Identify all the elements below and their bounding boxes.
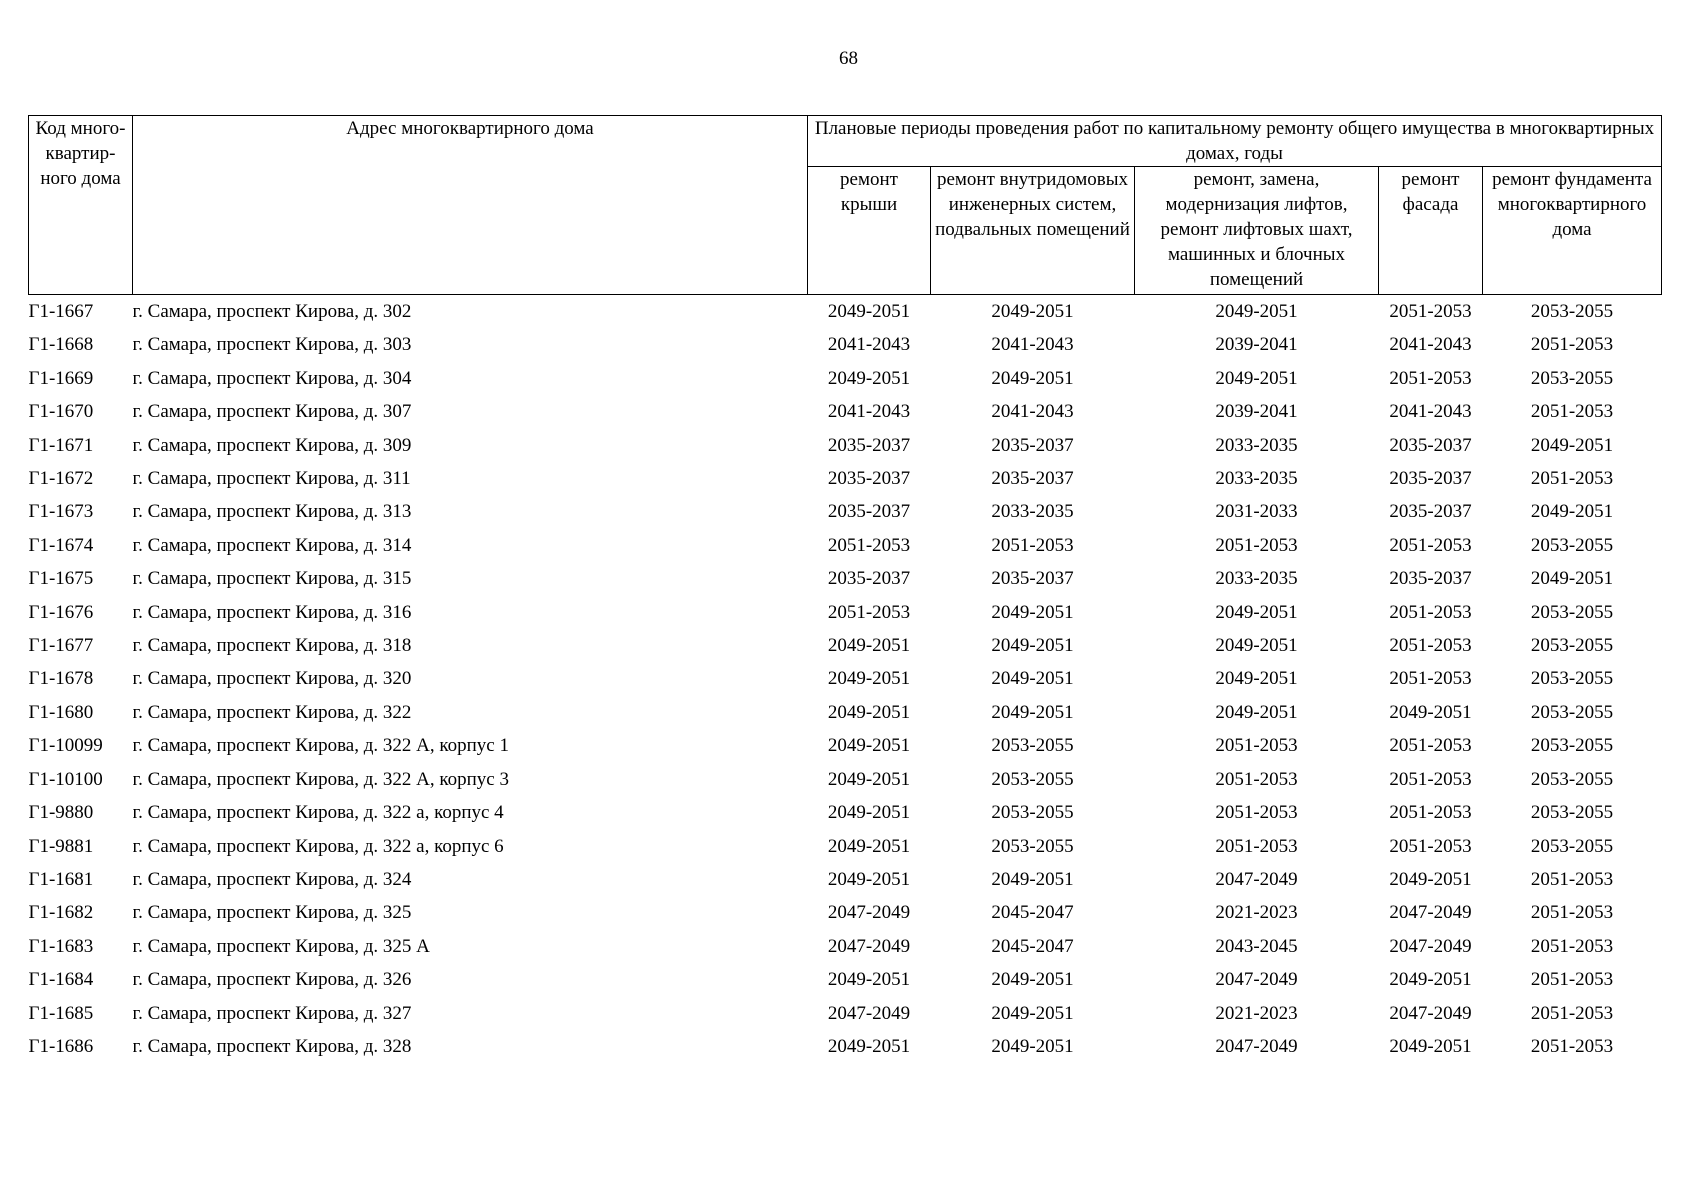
cell-code: Г1-1674 [28,534,94,556]
table-row [29,1030,1662,1063]
cell-elevators: 2047-2049 [1215,1035,1298,1057]
cell-roof: 2049-2051 [827,635,911,657]
cell-facade: 2047-2049 [1389,935,1472,957]
cell-code: Г1-1671 [28,434,94,456]
cell-address: г. Самара, проспект Кирова, д. 304 [132,367,412,389]
cell-foundation: 2053-2055 [1530,802,1614,824]
cell-code: Г1-1680 [28,701,94,723]
cell-foundation: 2053-2055 [1530,768,1614,790]
table-row [29,328,1662,361]
table-row [29,963,1662,996]
cell-elevators: 2047-2049 [1215,868,1298,890]
cell-code: Г1-1686 [28,1035,94,1057]
cell-address: г. Самара, проспект Кирова, д. 328 [132,1035,412,1057]
cell-foundation: 2051-2053 [1530,868,1614,890]
cell-elevators: 2033-2035 [1215,434,1298,456]
cell-address: г. Самара, проспект Кирова, д. 322 А, корпус 1 [132,735,509,757]
cell-roof: 2049-2051 [827,701,911,723]
cell-code: Г1-10100 [28,768,103,790]
cell-address: г. Самара, проспект Кирова, д. 313 [132,501,412,523]
table-row [29,729,1662,762]
cell-facade: 2051-2053 [1389,835,1472,857]
cell-engineering: 2041-2043 [991,401,1074,423]
header-periods-group: Плановые периоды проведения работ по капитальному ремонту общего имущества в многоквартирных домах, годы [808,116,1662,167]
cell-facade: 2051-2053 [1389,301,1472,322]
cell-facade: 2049-2051 [1389,868,1472,890]
cell-facade: 2051-2053 [1389,601,1472,623]
cell-roof: 2041-2043 [827,334,911,356]
cell-address: г. Самара, проспект Кирова, д. 325 [132,902,412,924]
cell-elevators: 2031-2033 [1215,501,1298,523]
cell-roof: 2049-2051 [827,668,911,690]
cell-roof: 2035-2037 [827,501,911,523]
cell-elevators: 2049-2051 [1215,601,1298,623]
cell-facade: 2035-2037 [1389,501,1472,523]
cell-engineering: 2053-2055 [991,735,1074,757]
table-body [29,295,1662,1064]
cell-address: г. Самара, проспект Кирова, д. 326 [132,969,412,991]
cell-facade: 2051-2053 [1389,802,1472,824]
cell-facade: 2047-2049 [1389,1002,1472,1024]
cell-roof: 2049-2051 [827,768,911,790]
cell-elevators: 2051-2053 [1215,768,1298,790]
cell-foundation: 2051-2053 [1530,1002,1614,1024]
cell-engineering: 2049-2051 [991,635,1074,657]
cell-elevators: 2049-2051 [1215,367,1298,389]
cell-foundation: 2051-2053 [1530,1035,1614,1057]
cell-roof: 2047-2049 [827,935,911,957]
cell-facade: 2047-2049 [1389,902,1472,924]
cell-engineering: 2049-2051 [991,1002,1074,1024]
cell-foundation: 2051-2053 [1530,334,1614,356]
table-row [29,930,1662,963]
cell-address: г. Самара, проспект Кирова, д. 314 [132,534,412,556]
cell-address: г. Самара, проспект Кирова, д. 303 [132,334,412,356]
table-row [29,896,1662,929]
cell-facade: 2049-2051 [1389,1035,1472,1057]
cell-roof: 2041-2043 [827,401,911,423]
table-row [29,362,1662,395]
cell-engineering: 2035-2037 [991,434,1074,456]
cell-engineering: 2049-2051 [991,301,1074,322]
header-engineering: ремонт внутридомовых инженерных систем, подвальных помещений [931,167,1135,295]
cell-engineering: 2033-2035 [991,501,1074,523]
cell-address: г. Самара, проспект Кирова, д. 307 [132,401,412,423]
cell-foundation: 2049-2051 [1530,568,1614,590]
repair-schedule-table [28,115,1662,1063]
page-number: 68 [839,48,858,69]
table-row [29,997,1662,1030]
cell-foundation: 2053-2055 [1530,534,1614,556]
cell-elevators: 2049-2051 [1215,701,1298,723]
cell-facade: 2035-2037 [1389,434,1472,456]
cell-address: г. Самара, проспект Кирова, д. 322 А, корпус 3 [132,768,509,790]
cell-code: Г1-9881 [28,835,94,857]
table-row [29,863,1662,896]
cell-engineering: 2049-2051 [991,701,1074,723]
cell-address: г. Самара, проспект Кирова, д. 311 [132,468,411,490]
cell-roof: 2049-2051 [827,802,911,824]
cell-foundation: 2053-2055 [1530,601,1614,623]
cell-foundation: 2051-2053 [1530,935,1614,957]
cell-engineering: 2049-2051 [991,668,1074,690]
cell-code: Г1-1667 [28,301,94,322]
cell-address: г. Самара, проспект Кирова, д. 324 [132,868,412,890]
cell-engineering: 2045-2047 [991,935,1074,957]
cell-roof: 2047-2049 [827,902,911,924]
cell-roof: 2049-2051 [827,969,911,991]
cell-facade: 2051-2053 [1389,735,1472,757]
cell-elevators: 2033-2035 [1215,468,1298,490]
header-code: Код много-квартир-ного дома [29,116,133,295]
cell-elevators: 2049-2051 [1215,635,1298,657]
cell-code: Г1-1681 [28,868,94,890]
cell-foundation: 2049-2051 [1530,501,1614,523]
cell-elevators: 2039-2041 [1215,401,1298,423]
cell-facade: 2051-2053 [1389,534,1472,556]
cell-code: Г1-1675 [28,568,94,590]
header-foundation: ремонт фундамента многоквартирного дома [1483,167,1662,295]
cell-foundation: 2053-2055 [1530,835,1614,857]
cell-code: Г1-1682 [28,902,94,924]
cell-roof: 2049-2051 [827,367,911,389]
table-row [29,295,1662,329]
cell-roof: 2051-2053 [827,601,911,623]
table-row [29,562,1662,595]
cell-foundation: 2049-2051 [1530,434,1614,456]
cell-code: Г1-1683 [28,935,94,957]
cell-code: Г1-10099 [28,735,103,757]
table-row [29,662,1662,695]
cell-foundation: 2051-2053 [1530,969,1614,991]
cell-address: г. Самара, проспект Кирова, д. 327 [132,1002,412,1024]
cell-address: г. Самара, проспект Кирова, д. 320 [132,668,412,690]
header-facade: ремонт фасада [1379,167,1483,295]
cell-code: Г1-1685 [28,1002,94,1024]
cell-code: Г1-1672 [28,468,94,490]
cell-engineering: 2049-2051 [991,868,1074,890]
table-row [29,796,1662,829]
cell-roof: 2049-2051 [827,868,911,890]
cell-elevators: 2051-2053 [1215,735,1298,757]
table-row [29,429,1662,462]
header-address: Адрес многоквартирного дома [133,116,808,295]
cell-facade: 2051-2053 [1389,367,1472,389]
cell-foundation: 2053-2055 [1530,367,1614,389]
cell-elevators: 2051-2053 [1215,534,1298,556]
cell-foundation: 2051-2053 [1530,902,1614,924]
cell-address: г. Самара, проспект Кирова, д. 302 [132,301,412,322]
cell-address: г. Самара, проспект Кирова, д. 322 а, корпус 6 [132,835,504,857]
cell-address: г. Самара, проспект Кирова, д. 322 а, корпус 4 [132,802,504,824]
table-row [29,830,1662,863]
cell-facade: 2049-2051 [1389,701,1472,723]
cell-address: г. Самара, проспект Кирова, д. 318 [132,635,412,657]
cell-roof: 2035-2037 [827,468,911,490]
cell-engineering: 2053-2055 [991,768,1074,790]
cell-elevators: 2033-2035 [1215,568,1298,590]
cell-roof: 2047-2049 [827,1002,911,1024]
cell-facade: 2041-2043 [1389,401,1472,423]
cell-engineering: 2041-2043 [991,334,1074,356]
table-row [29,495,1662,528]
header-elevators: ремонт, замена, модернизация лифтов, ремонт лифтовых шахт, машинных и блочных помещений [1135,167,1379,295]
table-row [29,696,1662,729]
cell-facade: 2035-2037 [1389,468,1472,490]
cell-engineering: 2049-2051 [991,601,1074,623]
cell-elevators: 2051-2053 [1215,835,1298,857]
cell-engineering: 2049-2051 [991,367,1074,389]
table-header [29,116,1662,295]
cell-engineering: 2053-2055 [991,802,1074,824]
cell-address: г. Самара, проспект Кирова, д. 309 [132,434,412,456]
cell-engineering: 2035-2037 [991,568,1074,590]
cell-elevators: 2049-2051 [1215,668,1298,690]
cell-elevators: 2051-2053 [1215,802,1298,824]
table-row [29,596,1662,629]
cell-roof: 2049-2051 [827,1035,911,1057]
cell-facade: 2035-2037 [1389,568,1472,590]
cell-code: Г1-1678 [28,668,94,690]
cell-address: г. Самара, проспект Кирова, д. 322 [132,701,412,723]
cell-roof: 2049-2051 [827,735,911,757]
cell-roof: 2049-2051 [827,835,911,857]
cell-address: г. Самара, проспект Кирова, д. 325 А [132,935,430,957]
cell-code: Г1-1677 [28,635,94,657]
cell-facade: 2041-2043 [1389,334,1472,356]
cell-code: Г1-1676 [28,601,94,623]
cell-foundation: 2051-2053 [1530,401,1614,423]
cell-facade: 2049-2051 [1389,969,1472,991]
cell-roof: 2035-2037 [827,434,911,456]
table-row [29,462,1662,495]
cell-roof: 2035-2037 [827,568,911,590]
cell-engineering: 2049-2051 [991,1035,1074,1057]
cell-engineering: 2051-2053 [991,534,1074,556]
cell-engineering: 2035-2037 [991,468,1074,490]
cell-foundation: 2053-2055 [1530,735,1614,757]
cell-elevators: 2049-2051 [1215,301,1298,322]
cell-code: Г1-1668 [28,334,94,356]
cell-code: Г1-9880 [28,802,94,824]
cell-engineering: 2049-2051 [991,969,1074,991]
table-row [29,763,1662,796]
cell-facade: 2051-2053 [1389,668,1472,690]
cell-facade: 2051-2053 [1389,768,1472,790]
cell-roof: 2049-2051 [827,301,911,322]
table-row [29,395,1662,428]
cell-code: Г1-1669 [28,367,94,389]
cell-facade: 2051-2053 [1389,635,1472,657]
cell-engineering: 2045-2047 [991,902,1074,924]
cell-elevators: 2047-2049 [1215,969,1298,991]
cell-elevators: 2021-2023 [1215,1002,1298,1024]
cell-roof: 2051-2053 [827,534,911,556]
cell-foundation: 2051-2053 [1530,468,1614,490]
cell-code: Г1-1684 [28,969,94,991]
cell-foundation: 2053-2055 [1530,701,1614,723]
cell-engineering: 2053-2055 [991,835,1074,857]
cell-address: г. Самара, проспект Кирова, д. 316 [132,601,412,623]
cell-elevators: 2039-2041 [1215,334,1298,356]
cell-elevators: 2043-2045 [1215,935,1298,957]
table-row [29,629,1662,662]
cell-address: г. Самара, проспект Кирова, д. 315 [132,568,412,590]
cell-elevators: 2021-2023 [1215,902,1298,924]
cell-foundation: 2053-2055 [1530,668,1614,690]
header-roof: ремонт крыши [808,167,931,295]
cell-foundation: 2053-2055 [1530,301,1614,322]
cell-foundation: 2053-2055 [1530,635,1614,657]
cell-code: Г1-1673 [28,501,94,523]
table-row [29,529,1662,562]
cell-code: Г1-1670 [28,401,94,423]
